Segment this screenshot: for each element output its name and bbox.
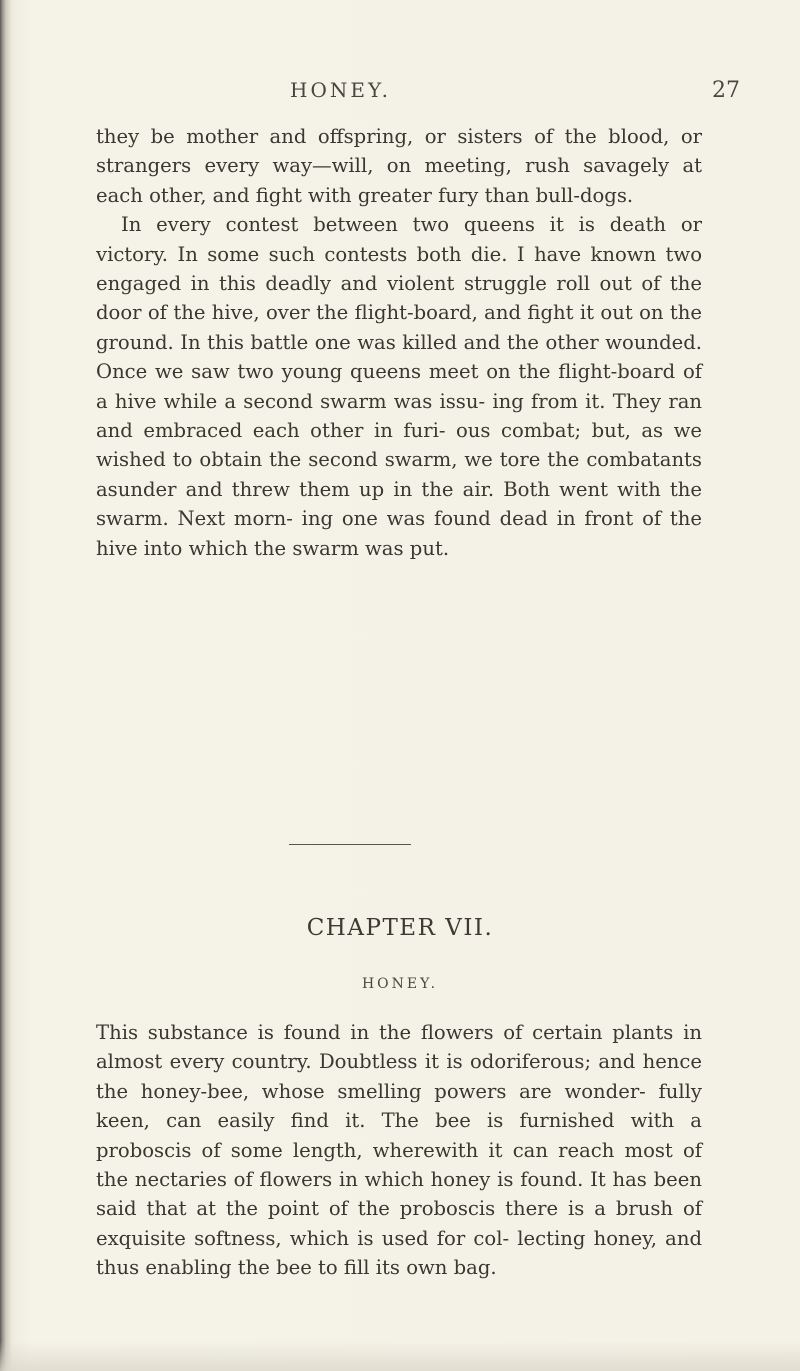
paragraph-queens-contest: In every contest between two queens it is death or victory. In some such contests both die. I have known two engaged in this deadly and violent struggle roll out of the door of the hive, over the flight-board, and fight it out on the ground. In this battle one was killed and the other wounded. Once we saw two young queens meet on the flight-board of a hive while a second swarm was issu- ing from it. They ran and embraced each other in furi- ous combat; but, as we wished to obtain the second swarm, we tore the combatants asunder and threw them up in the air. Both went with the swarm. Next morn- ing one was found dead in front of the hive into which the swarm was put. [96,213,702,560]
paragraph-continued: they be mother and offspring, or sisters of the blood, or strangers every way—will, on meeting, rush savagely at each other, and fight with greater fury than bull-dogs. [96,125,702,207]
paragraph-honey-substance: This substance is found in the flowers of certain plants in almost every country. Doubtless it is odoriferous; and hence the honey-bee, whose smelling powers are wonder- fully keen, can easily find it. The bee is furnished with a proboscis of some length, wherewith it can reach most of the nectaries of flowers in which honey is found. It has been said that at the point of the proboscis there is a brush of exquisite softness, which is used for col- lecting honey, and thus enabling the bee to fill its own bag. [96,1021,702,1280]
chapter-body-text [96,1018,702,1283]
chapter-heading: CHAPTER VII. [306,915,494,941]
running-title: HONEY. [290,78,391,102]
running-head [0,78,800,108]
section-divider [289,844,411,845]
body-text [96,122,702,563]
chapter-subtitle: HONEY. [361,976,439,992]
page-bottom-shadow [0,1341,800,1371]
page-number: 27 [712,78,740,103]
binding-edge [0,0,12,1371]
